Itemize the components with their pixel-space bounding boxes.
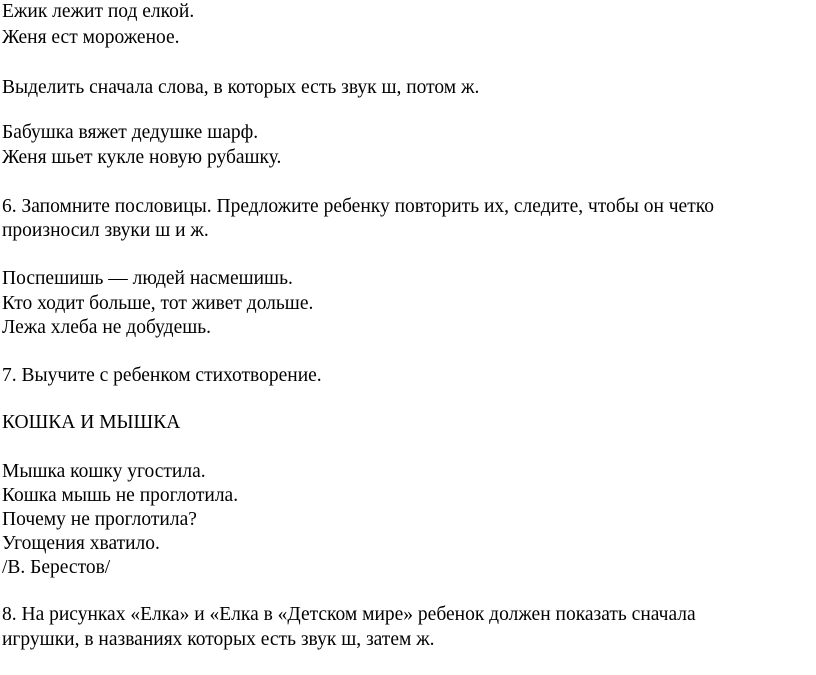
text-line: Бабушка вяжет дедушке шарф. [2, 122, 259, 143]
text-line: Кто ходит больше, тот живет дольше. [2, 293, 314, 314]
poem-author: /В. Берестов/ [2, 557, 111, 578]
poem-line: Кошка мышь не проглотила. [2, 485, 239, 506]
poem-line: Мышка кошку угостила. [2, 461, 206, 482]
text-line: игрушки, в названиях которых есть звук ш, затем ж. [2, 629, 435, 650]
text-line: 8. На рисунках «Елка» и «Елка в «Детском мире» ребенок должен показать сначала [2, 604, 696, 625]
poem-line: Угощения хватило. [2, 533, 160, 554]
text-line: 6. Запомните пословицы. Предложите ребенку повторить их, следите, чтобы он четко [2, 196, 714, 217]
text-line: Лежа хлеба не добудешь. [2, 317, 212, 338]
text-line: произносил звуки ш и ж. [2, 220, 209, 241]
text-line: Ежик лежит под елкой. [2, 1, 195, 22]
text-line: 7. Выучите с ребенком стихотворение. [2, 365, 322, 386]
text-line: Поспешишь — людей насмешишь. [2, 268, 293, 289]
poem-line: Почему не проглотила? [2, 509, 197, 530]
text-line: Женя ест мороженое. [2, 27, 180, 48]
text-line: Выделить сначала слова, в которых есть звук ш, потом ж. [2, 77, 480, 98]
text-line: Женя шьет кукле новую рубашку. [2, 147, 282, 168]
poem-title: КОШКА И МЫШКА [2, 412, 181, 433]
